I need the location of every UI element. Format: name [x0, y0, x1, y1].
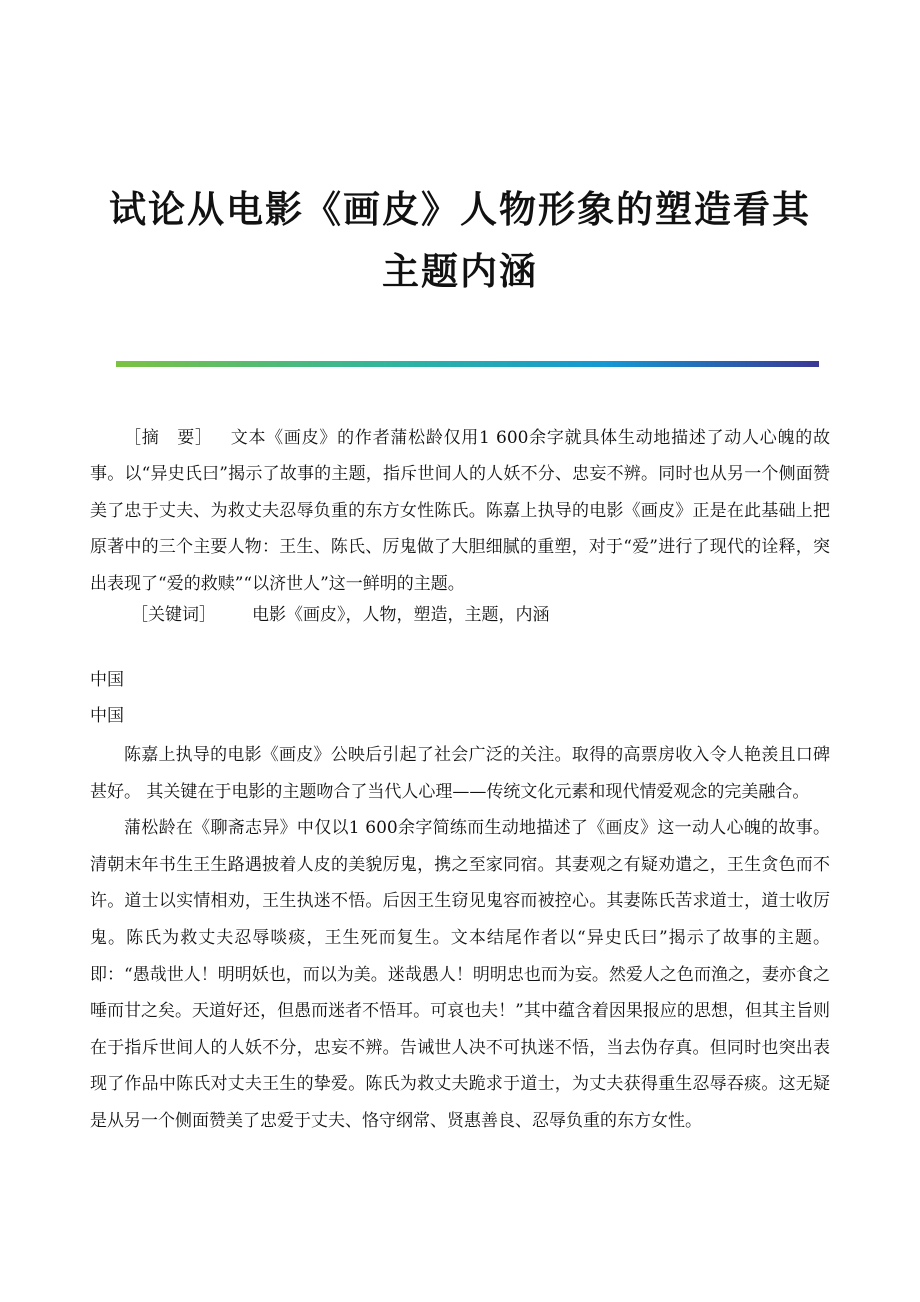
country-line-2: 中国 [90, 706, 124, 726]
body-paragraph-2: 蒲松龄在《聊斋志异》中仅以1 600余字简练而生动地描述了《画皮》这一动人心魄的故事。清朝末年书生王生路遇披着人皮的美貌厉鬼，携之至家同宿。其妻观之有疑劝遣之，王生贪色而不许。道士以实情相劝，王生执迷不悟。后因王生窃见鬼容而被控心。其妻陈氏苦求道士，道士收厉鬼。陈氏为救丈夫忍辱啖痰，王生死而复生。文本结尾作者以“异史氏曰”揭示了故事的主题。即：“愚哉世人！明明妖也，而以为美。迷哉愚人！明明忠也而为妄。然爱人之色而渔之，妻亦食之唾而甘之矣。天道好还，但愚而迷者不悟耳。可哀也夫！”其中蕴含着因果报应的思想，但其主旨则在于指斥世间人的人妖不分，忠妄不辨。告诫世人决不可执迷不悟，当去伪存真。但同时也突出表现了作品中陈氏对丈夫王生的挚爱。陈氏为救丈夫跪求于道士，为丈夫获得重生忍辱吞痰。这无疑是从另一个侧面赞美了忠爱于丈夫、恪守纲常、贤惠善良、忍辱负重的东方女性。 [90, 818, 830, 1131]
body-paragraph-1: 陈嘉上执导的电影《画皮》公映后引起了社会广泛的关注。取得的高票房收入令人艳羡且口碑甚好。 其关键在于电影的主题吻合了当代人心理——传统文化元素和现代情爱观念的完美融合。 [90, 745, 830, 802]
country-line-1: 中国 [90, 670, 124, 690]
keywords-text: 电影《画皮》，人物，塑造，主题，内涵 [252, 605, 550, 625]
abstract-section [90, 420, 830, 602]
body-text [90, 737, 830, 1140]
title-divider [116, 361, 819, 367]
keywords-label: ［关键词］ [131, 605, 216, 625]
document-title: 试论从电影《画皮》人物形象的塑造看其主题内涵 [109, 187, 811, 293]
abstract-paragraph [90, 420, 830, 602]
keywords-line [131, 600, 550, 630]
abstract-text: 文本《画皮》的作者蒲松龄仅用1 600余字就具体生动地描述了动人心魄的故事。以“异史氏曰”揭示了故事的主题，指斥世间人的人妖不分、忠妄不辨。同时也从另一个侧面赞美了忠于丈夫、为救丈夫忍辱负重的东方女性陈氏。陈嘉上执导的电影《画皮》正是在此基础上把原著中的三个主要人物：王生、陈氏、厉鬼做了大胆细腻的重塑，对于“爱”进行了现代的诠释，突出表现了“爱的救赎”“以济世人”这一鲜明的主题。 [90, 428, 831, 594]
abstract-label: ［摘 要］ [124, 428, 213, 448]
